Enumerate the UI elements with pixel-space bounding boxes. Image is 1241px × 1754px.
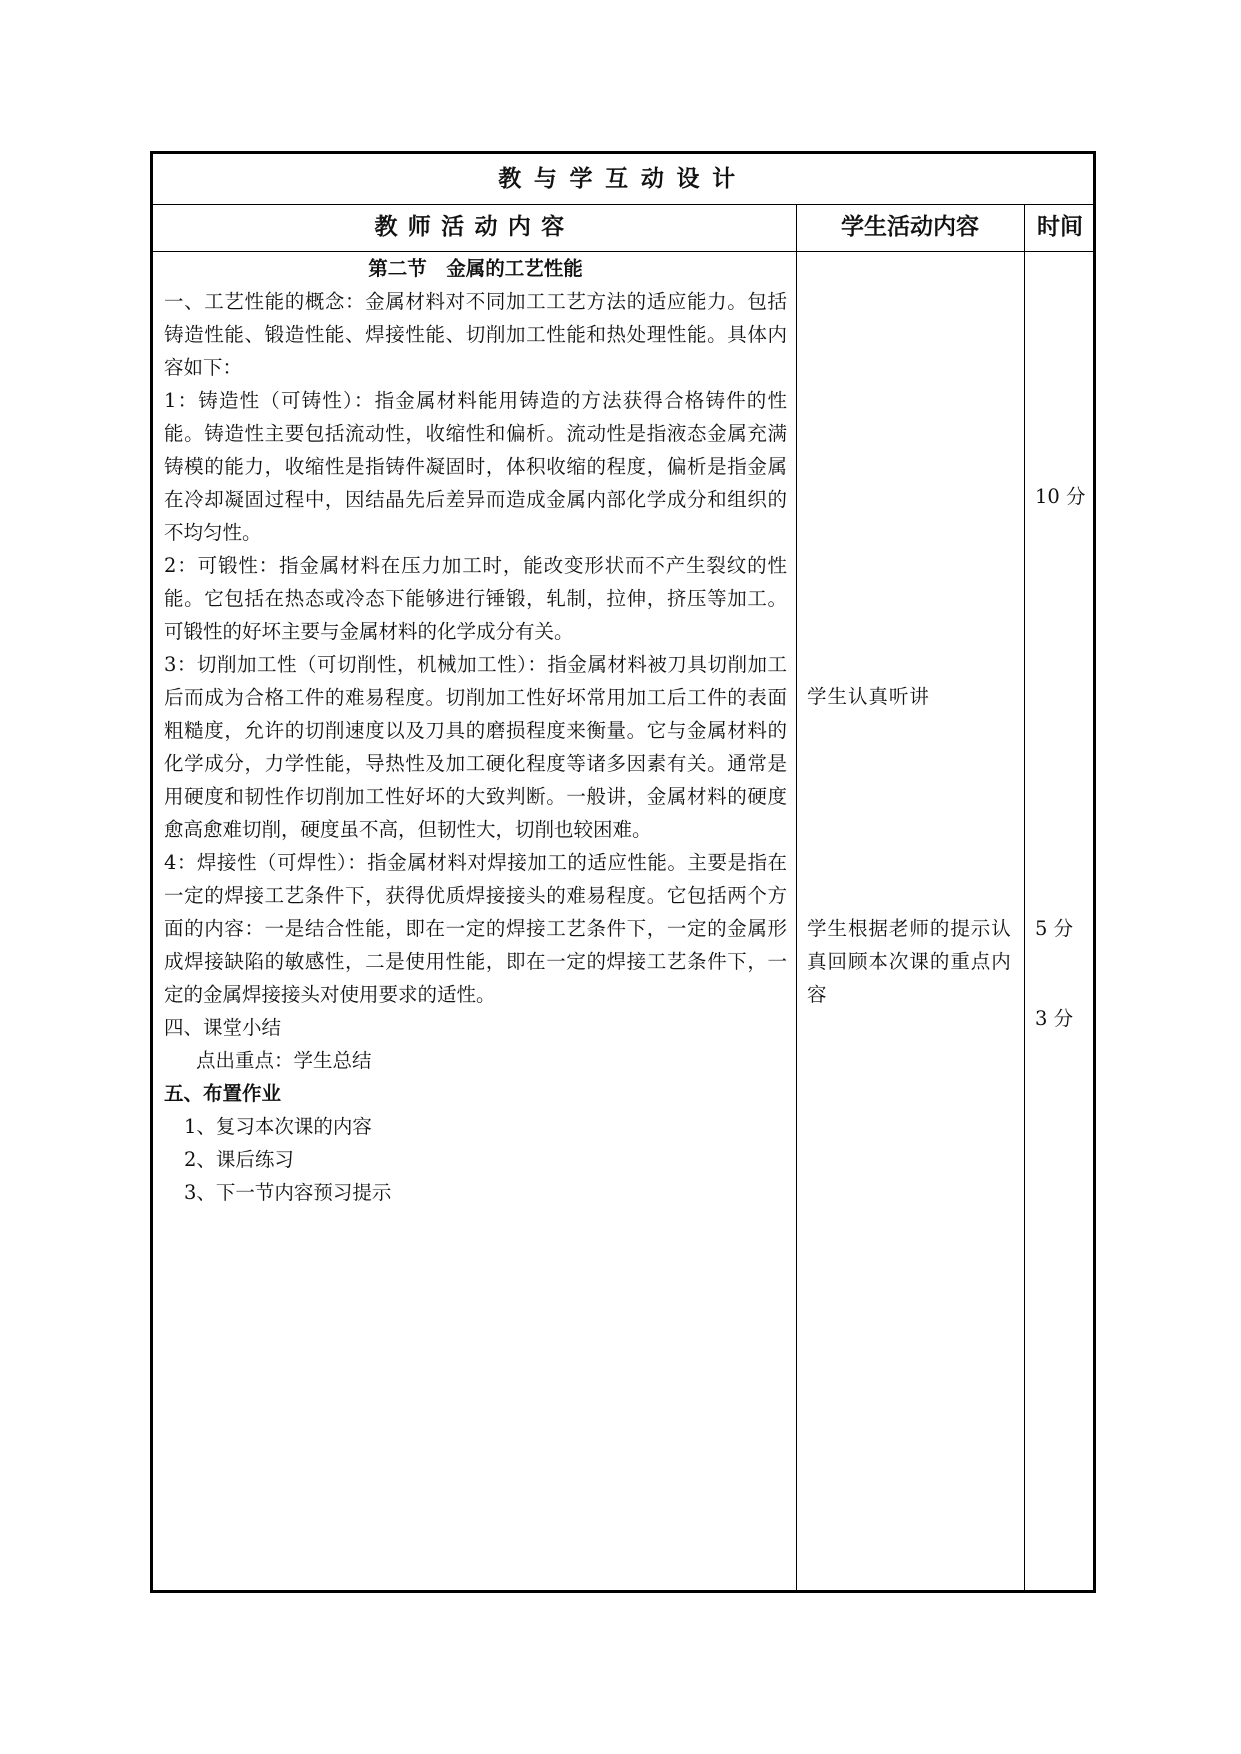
paragraph-machinability: 3：切削加工性（可切削性，机械加工性）：指金属材料被刀具切削加工后而成为合格工件的难易程度。切削加工性好坏常用加工后工件的表面粗糙度，允许的切削速度以及刀具的磨损程度来衡量。它与金属材料的化学成分，力学性能，导热性及加工硬化程度等诸多因素有关。通常是用硬度和韧性作切削加工性好坏的大致判断。一般讲，金属材料的硬度愈高愈难切削，硬度虽不高，但韧性大，切削也较困难。 (164, 653, 787, 841)
time-10-min: 10 分 (1035, 485, 1086, 508)
summary-heading: 四、课堂小结 (164, 1016, 282, 1039)
column-divider (796, 204, 797, 1590)
student-activity-listen: 学生认真听讲 (807, 685, 930, 708)
paragraph-concept: 一、工艺性能的概念：金属材料对不同加工工艺方法的适应能力。包括铸造性能、锻造性能、焊接性能、切削加工性能和热处理性能。具体内容如下： (164, 290, 787, 379)
teacher-activity-content (164, 252, 787, 1209)
homework-heading: 五、布置作业 (164, 1082, 282, 1105)
student-activity-review: 学生根据老师的提示认真回顾本次课的重点内容 (807, 917, 1012, 1006)
column-divider (1024, 204, 1025, 1590)
lesson-table (150, 151, 1096, 1593)
header-teacher-activity: 教师活动内容 (374, 214, 575, 240)
header-time: 时间 (1037, 214, 1083, 240)
homework-item: 1、复习本次课的内容 (184, 1115, 372, 1138)
table-title: 教与学互动设计 (498, 166, 748, 192)
header-student-activity: 学生活动内容 (841, 214, 979, 240)
homework-item: 3、下一节内容预习提示 (184, 1181, 392, 1204)
section-title: 第二节 金属的工艺性能 (368, 257, 583, 280)
time-3-min: 3 分 (1035, 1007, 1074, 1030)
paragraph-weldability: 4：焊接性（可焊性）：指金属材料对焊接加工的适应性能。主要是指在一定的焊接工艺条件下，获得优质焊接接头的难易程度。它包括两个方面的内容：一是结合性能，即在一定的焊接工艺条件下，一定的金属形成焊接缺陷的敏感性，二是使用性能，即在一定的焊接工艺条件下，一定的金属焊接接头对使用要求的适性。 (164, 851, 787, 1006)
time-5-min: 5 分 (1035, 917, 1074, 940)
summary-line: 点出重点：学生总结 (196, 1049, 372, 1072)
paragraph-castability: 1：铸造性（可铸性）：指金属材料能用铸造的方法获得合格铸件的性能。铸造性主要包括流动性，收缩性和偏析。流动性是指液态金属充满铸模的能力，收缩性是指铸件凝固时，体积收缩的程度，偏析是指金属在冷却凝固过程中，因结晶先后差异而造成金属内部化学成分和组织的不均匀性。 (164, 389, 787, 544)
paragraph-forgeability: 2：可锻性：指金属材料在压力加工时，能改变形状而不产生裂纹的性能。它包括在热态或冷态下能够进行锤锻，轧制，拉伸，挤压等加工。可锻性的好坏主要与金属材料的化学成分有关。 (164, 554, 787, 643)
homework-item: 2、课后练习 (184, 1148, 294, 1171)
